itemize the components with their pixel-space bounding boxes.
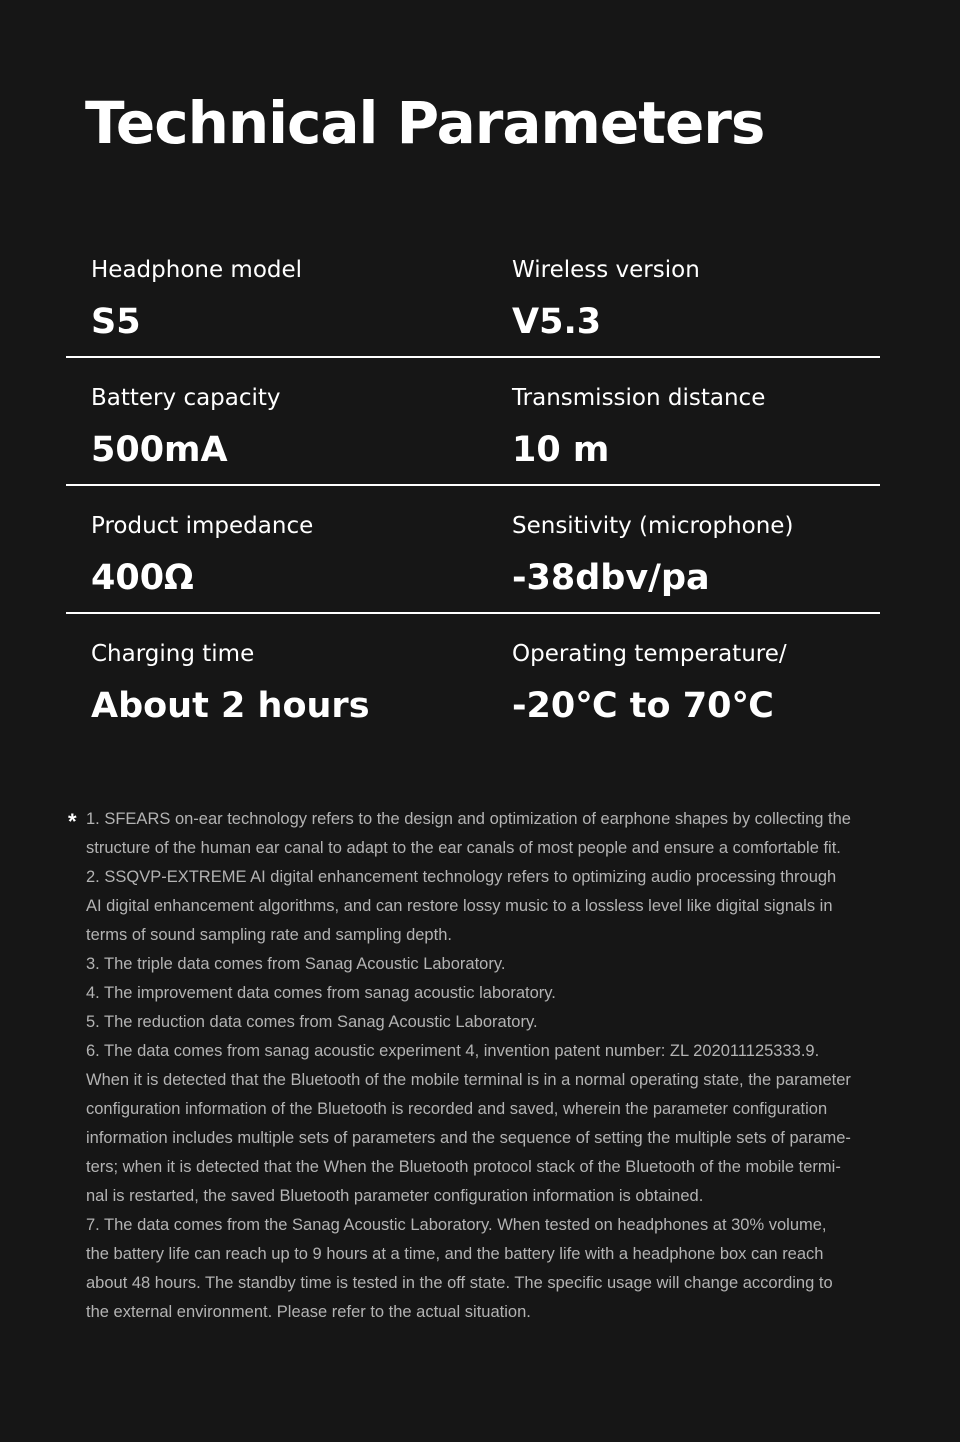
footnote-line: ters; when it is detected that the When the Bluetooth protocol stack of the Bluetooth of the mobile termi- <box>86 1158 841 1176</box>
footnote-line: 1. SFEARS on-ear technology refers to the design and optimization of earphone shapes by collecting the <box>86 810 851 828</box>
spec-value: About 2 hours <box>91 686 370 726</box>
footnote-line: 2. SSQVP-EXTREME AI digital enhancement technology refers to optimizing audio processing through <box>86 868 837 886</box>
footnote-line: 5. The reduction data comes from Sanag Acoustic Laboratory. <box>86 1013 538 1031</box>
footnote-line: 3. The triple data comes from Sanag Acoustic Laboratory. <box>86 955 506 973</box>
footnote-line: information includes multiple sets of parameters and the sequence of setting the multiple sets of parame- <box>86 1129 851 1147</box>
spec-value: 10 m <box>512 430 610 470</box>
spec-table <box>66 230 880 740</box>
footnote-line: When it is detected that the Bluetooth of the mobile terminal is in a normal operating state, the parameter <box>86 1071 851 1089</box>
footnote-line: AI digital enhancement algorithms, and can restore lossy music to a lossless level like digital signals in <box>86 897 833 915</box>
spec-row <box>66 486 880 614</box>
footnote-line: terms of sound sampling rate and sampling depth. <box>86 926 452 944</box>
footnote-line: configuration information of the Bluetooth is recorded and saved, wherein the parameter configuration <box>86 1100 828 1118</box>
spec-label: Headphone model <box>91 257 303 283</box>
spec-value: 400Ω <box>91 558 194 598</box>
spec-label: Charging time <box>91 641 255 667</box>
spec-value: -20℃ to 70℃ <box>512 686 774 726</box>
spec-label: Transmission distance <box>512 385 766 411</box>
spec-label: Sensitivity (microphone) <box>512 513 794 539</box>
spec-label: Wireless version <box>512 257 700 283</box>
footnote-line: 7. The data comes from the Sanag Acoustic Laboratory. When tested on headphones at 30% volume, <box>86 1216 827 1234</box>
footnote-line: 4. The improvement data comes from sanag acoustic laboratory. <box>86 984 556 1002</box>
footnote-line: nal is restarted, the saved Bluetooth parameter configuration information is obtained. <box>86 1187 704 1205</box>
spec-label: Operating temperature/ <box>512 641 787 667</box>
footnote-line: about 48 hours. The standby time is tested in the off state. The specific usage will change according to <box>86 1274 833 1292</box>
spec-label: Battery capacity <box>91 385 281 411</box>
spec-value: V5.3 <box>512 302 602 342</box>
spec-row <box>66 230 880 358</box>
spec-value: 500mA <box>91 430 228 470</box>
footnote-line: structure of the human ear canal to adapt to the ear canals of most people and ensure a comfortable fit. <box>86 839 841 857</box>
spec-row <box>66 358 880 486</box>
spec-label: Product impedance <box>91 513 314 539</box>
footnote-marker: * <box>68 809 77 834</box>
footnote-lines <box>86 805 886 1327</box>
footnote-line: 6. The data comes from sanag acoustic experiment 4, invention patent number: ZL 202011125333.9. <box>86 1042 820 1060</box>
footnote-line: the battery life can reach up to 9 hours at a time, and the battery life with a headphone box can reach <box>86 1245 824 1263</box>
page-title: Technical Parameters <box>85 89 765 157</box>
spec-value: -38dbv/pa <box>512 558 710 598</box>
footnote-line: the external environment. Please refer to the actual situation. <box>86 1303 531 1321</box>
spec-value: S5 <box>91 302 141 342</box>
spec-row <box>66 614 880 740</box>
